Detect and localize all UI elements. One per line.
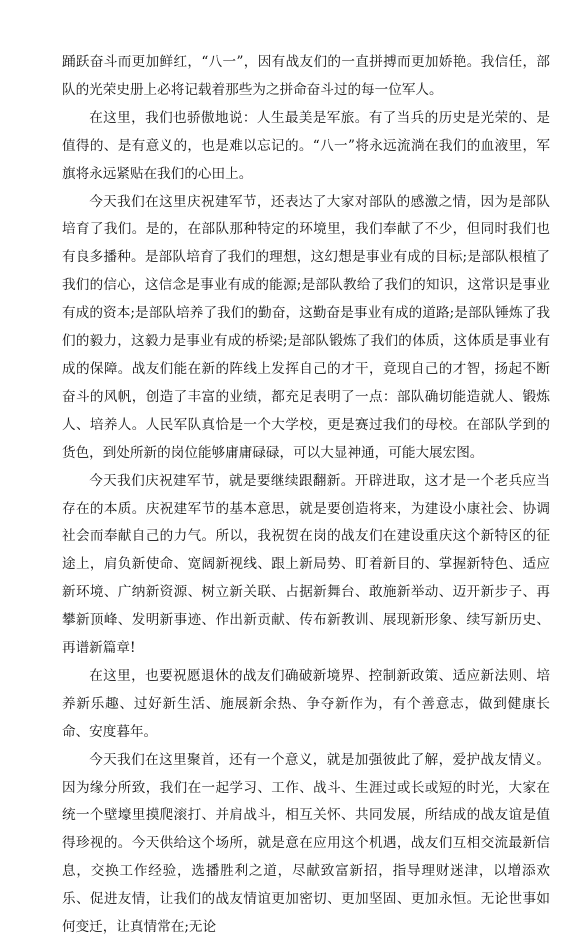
paragraph-1: 踊跃奋斗而更加鲜红，“八一”，因有战友们的一直拼搏而更加娇艳。我信任，部队的光荣史册上必将记载着那些为之拼命奋斗过的每一位军人。	[62, 54, 550, 98]
paragraph-4: 今天我们庆祝建军节，就是要继续跟翻新。开辟进取，这才是一个老兵应当存在的本质。庆祝建军节的基本意思，就是要创造将来，为建设小康社会、协调社会而奉献自己的力气。所以，我祝贺在岗的战友们在建设重庆这个新特区的征途上，肩负新使命、宽阔新视线、跟上新局势、盯着新目的、掌握新特色、适应新环境、广纳新资源、树立新关联、占据新舞台、敢施新举动、迈开新步子、再攀新顶峰、发明新事迹、作出新贡献、传布新教训、展现新形象、续写新历史、再谱新篇章!	[62, 472, 550, 657]
paragraph-2: 在这里，我们也骄傲地说：人生最美是军旅。有了当兵的历史是光荣的、是值得的、是有意义的，也是难以忘记的。“八一”将永远流淌在我们的血液里，军旗将永远紧贴在我们的心田上。	[62, 109, 550, 182]
paragraph-6: 今天我们在这里聚首，还有一个意义，就是加强彼此了解，爱护战友情义。因为缘分所致，我们在一起学习、工作、战斗、生涯过或长或短的时光，大家在统一个壁壕里摸爬滚打、并肩战斗，相互关怀、共同发展，所结成的战友谊是值得珍视的。今天供给这个场所，就是意在应用这个机遇，战友们互相交流最新信息，交换工作经验，选播胜利之道，尽献致富新招，指导理财迷津，以增添欢乐、促进友情，让我们的战友情谊更加密切、更加坚固、更加永恒。无论世事如何变迁，让真情常在;无论	[62, 751, 550, 936]
document-page	[62, 49, 550, 942]
paragraph-3: 今天我们在这里庆祝建军节，还表达了大家对部队的感激之情，因为是部队培育了我们。是的，在部队那种特定的环境里，我们奉献了不少，但同时我们也有良多播种。是部队培育了我们的理想，这幻想是事业有成的目标;是部队根植了我们的信心，这信念是事业有成的能源;是部队教给了我们的知识，这常识是事业有成的资本;是部队培养了我们的勤奋，这勤奋是事业有成的道路;是部队锤炼了我们的毅力，这毅力是事业有成的桥梁;是部队锻炼了我们的体质，这体质是事业有成的保障。战友们能在新的阵线上发挥自己的才干，竟现自己的才智，扬起不断奋斗的风帆，创造了丰富的业绩，都充足表明了一点：部队确切能造就人、锻炼人、培养人。人民军队真恰是一个大学校，更是赛过我们的母校。在部队学到的货色，到处所新的岗位能够庸庸碌碌，可以大显神通，可能大展宏图。	[62, 193, 550, 461]
paragraph-5: 在这里，也要祝愿退休的战友们确破新境界、控制新政策、适应新法则、培养新乐趣、过好新生活、施展新余热、争夺新作为，有个善意志，做到健康长命、安度暮年。	[62, 667, 550, 740]
